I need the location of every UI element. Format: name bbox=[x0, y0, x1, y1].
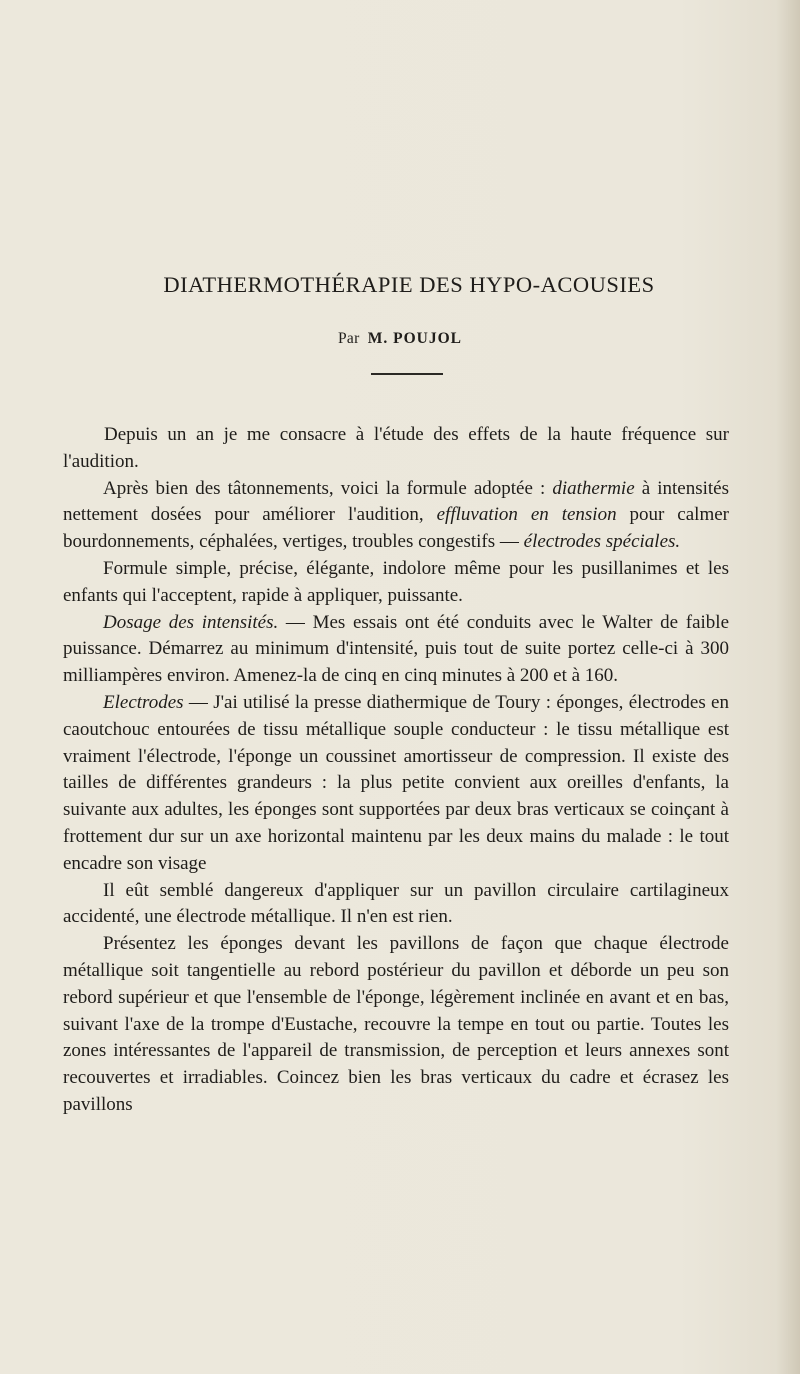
term-effluvation: effluvation en tension bbox=[436, 504, 617, 526]
author-name: M. POUJOL bbox=[367, 330, 462, 347]
article-title: DIATHERMOTHÉRAPIE DES HYPO-ACOUSIES bbox=[163, 272, 655, 297]
paragraph-5: Electrodes — J'ai utilisé la presse diathermique de Toury : éponges, électrodes en caoutchouc entourées de tissu métallique souple conducteur : le tissu métallique est vraiment l'électrode, l'éponge un coussinet amortisseur de compression. Il existe des tailles de différentes grandeurs : la plus petite convient aux oreilles d'enfants, la suivante aux adultes, les éponges sont supportées par deux bras verticaux se coinçant à frottement dur sur un axe horizontal maintenu par les deux mains du malade : le tout encadre son visage bbox=[63, 691, 729, 874]
section-heading-dosage: Dosage des intensités. bbox=[103, 611, 279, 633]
paragraph-1: Depuis un an je me consacre à l'étude des effets de la haute fréquence sur l'audition. bbox=[63, 424, 729, 472]
paragraph-4: Dosage des intensités. — Mes essais ont été conduits avec le Walter de faible puissance. Démarrez au minimum d'intensité, puis tout de suite portez celle-ci à 300 milliampères environ. Amenez-la de cinq en cinq minutes à 200 et à 160. bbox=[63, 611, 729, 687]
paragraph-6: Il eût semblé dangereux d'appliquer sur un pavillon circulaire cartilagineux accidenté, une électrode métallique. Il n'en est rien. bbox=[63, 879, 729, 928]
title-rule bbox=[371, 373, 443, 375]
paragraph-3: Formule simple, précise, élégante, indolore même pour les pusillanimes et les enfants qui l'acceptent, rapide à appliquer, puissante. bbox=[63, 557, 729, 606]
byline-prefix: Par bbox=[338, 330, 360, 347]
byline bbox=[0, 330, 800, 348]
term-diathermie: diathermie bbox=[552, 477, 635, 499]
paragraph-2: Après bien des tâtonnements, voici la formule adoptée : diathermie à intensités nettement dosées pour améliorer l'audition, effluvation en tension pour calmer bourdonnements, céphalées, vertiges, troubles congestifs — électrodes spéciales. bbox=[63, 477, 730, 553]
paragraph-7: Présentez les éponges devant les pavillons de façon que chaque électrode métallique soit tangentielle au rebord postérieur du pavillon et déborde un peu son rebord supérieur et que l'ensemble de l'éponge, légèrement inclinée en avant et en bas, suivant l'axe de la trompe d'Eustache, recouvre la tempe en tout ou partie. Toutes les zones intéressantes de l'appareil de transmission, de perception et leurs annexes sont recouvertes et irradiables. Coincez bien les bras verticaux du cadre et écrasez les pavillons bbox=[63, 933, 729, 1115]
article-body bbox=[63, 422, 729, 1119]
term-electrodes-speciales: électrodes spéciales. bbox=[523, 531, 681, 553]
section-heading-electrodes: Electrodes bbox=[103, 691, 184, 713]
